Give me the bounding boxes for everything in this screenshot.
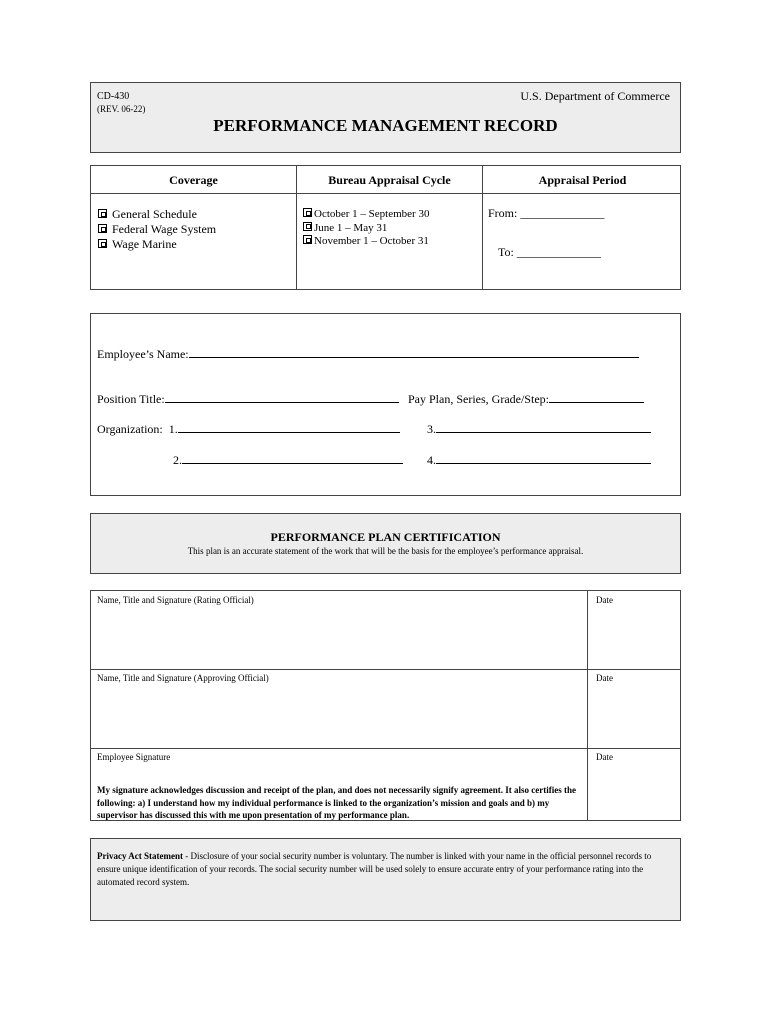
- checkbox-icon[interactable]: [303, 235, 312, 244]
- organization-label: Organization:: [97, 422, 163, 436]
- position-title-row: [97, 389, 399, 407]
- organization-row-1: Organization: 1.: [97, 419, 400, 437]
- form-number: CD-430: [97, 91, 130, 102]
- employee-signature-label: Employee Signature: [97, 752, 171, 762]
- privacy-act-text: - Disclosure of your social security number is voluntary. The number is linked with your name in the official personnel records to ensure unique identification of your records. The social security number will be used solely to ensure accurate entry of your performance rating into the automated record system.: [97, 851, 652, 887]
- checkbox-icon[interactable]: [98, 224, 107, 233]
- pay-plan-field[interactable]: [549, 389, 644, 403]
- privacy-act-box: [90, 838, 681, 921]
- form-revision: (REV. 06-22): [97, 104, 146, 114]
- coverage-option-wage-marine[interactable]: Wage Marine: [98, 237, 216, 252]
- acknowledgment-text: My signature acknowledges discussion and receipt of the plan, and does not necessarily signify agreement. It also certifies the following: a) I understand how my individual performance is linked to the organization’s mission and goals and b) my supervisor has discussed this with me upon presentation of my performance plan.: [97, 785, 576, 820]
- organization-row-2: 2.: [173, 450, 403, 468]
- cycle-option-nov-oct[interactable]: November 1 – October 31: [303, 235, 429, 249]
- appraisal-period-header: Appraisal Period: [538, 173, 627, 187]
- pay-plan-row: [408, 389, 644, 407]
- employee-name-row: [97, 344, 639, 362]
- coverage-option-federal-wage-system[interactable]: Federal Wage System: [98, 222, 216, 237]
- checkbox-icon[interactable]: [303, 222, 312, 231]
- organization-row-4: 4.: [427, 450, 651, 468]
- employee-signature-date-label: Date: [596, 752, 613, 762]
- organization-field-2[interactable]: [182, 450, 403, 464]
- organization-field-4[interactable]: [436, 450, 651, 464]
- privacy-act-heading: Privacy Act Statement: [97, 851, 183, 861]
- employee-signature-field[interactable]: [92, 764, 586, 782]
- cycle-options: [303, 208, 429, 249]
- certification-box: [90, 513, 681, 574]
- coverage-table: [90, 165, 681, 290]
- checkbox-icon[interactable]: [303, 208, 312, 217]
- certification-title: PERFORMANCE PLAN CERTIFICATION: [270, 530, 501, 544]
- employee-name-field[interactable]: [189, 344, 639, 358]
- page-title: PERFORMANCE MANAGEMENT RECORD: [213, 116, 558, 135]
- employee-name-label: Employee’s Name:: [97, 347, 189, 361]
- position-title-label: Position Title:: [97, 392, 165, 406]
- pay-plan-label: Pay Plan, Series, Grade/Step:: [408, 392, 549, 406]
- department-name: U.S. Department of Commerce: [520, 89, 670, 103]
- employee-info-box: [90, 313, 681, 496]
- appraisal-cycle-header: Bureau Appraisal Cycle: [328, 173, 451, 187]
- header-box: [90, 82, 681, 153]
- rating-official-signature-field[interactable]: [92, 607, 586, 667]
- approving-official-date-label: Date: [596, 673, 613, 683]
- to-field[interactable]: To: ______________: [498, 245, 601, 259]
- organization-row-3: 3.: [427, 419, 651, 437]
- rating-official-label: Name, Title and Signature (Rating Official): [97, 595, 254, 605]
- signatures-table: [90, 590, 681, 821]
- certification-subtitle: This plan is an accurate statement of the work that will be the basis for the employee’s performance appraisal.: [187, 546, 584, 556]
- checkbox-icon[interactable]: [98, 239, 107, 248]
- approving-official-signature-field[interactable]: [92, 685, 586, 745]
- cycle-option-oct-sep[interactable]: October 1 – September 30: [303, 208, 429, 222]
- checkbox-icon[interactable]: [98, 209, 107, 218]
- organization-field-1[interactable]: [178, 419, 400, 433]
- position-title-field[interactable]: [165, 389, 399, 403]
- from-field[interactable]: From: ______________: [488, 206, 605, 220]
- cycle-option-jun-may[interactable]: June 1 – May 31: [303, 222, 429, 236]
- coverage-option-general-schedule[interactable]: General Schedule: [98, 207, 216, 222]
- approving-official-label: Name, Title and Signature (Approving Official): [97, 673, 269, 683]
- rating-official-date-label: Date: [596, 595, 613, 605]
- coverage-options: [98, 207, 216, 252]
- organization-field-3[interactable]: [436, 419, 651, 433]
- privacy-act-statement: [97, 850, 673, 889]
- coverage-header: Coverage: [169, 173, 218, 187]
